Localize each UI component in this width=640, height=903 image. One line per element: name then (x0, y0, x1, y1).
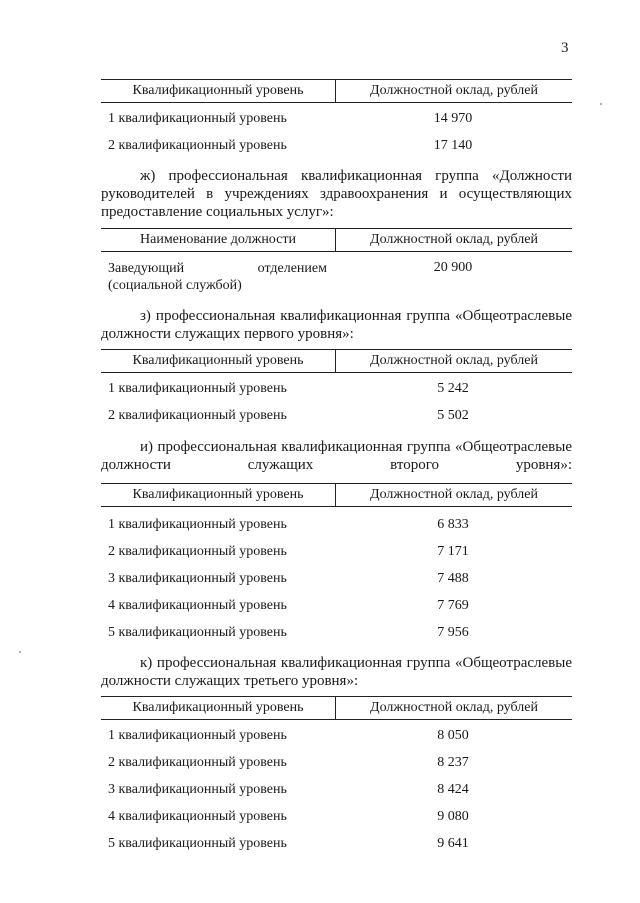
table-header (101, 228, 572, 252)
salary-table-2 (101, 228, 572, 292)
salary-cell: 7 769 (437, 598, 469, 613)
scan-speck (19, 651, 21, 653)
salary-cell: 5 502 (437, 408, 469, 423)
section-paragraph-k: к) профессиональная квалификационная группа «Общеотраслевые должности служащих третьего уровня»: (101, 655, 572, 689)
column-header-salary: Должностной оклад, рублей (370, 700, 538, 715)
position-line-1: Заведующий отделением (108, 261, 327, 276)
table-row (101, 751, 572, 778)
salary-cell: 7 956 (437, 625, 469, 640)
level-cell: 2 квалификационный уровень (108, 544, 287, 559)
salary-cell: 7 488 (437, 571, 469, 586)
table-row (101, 724, 572, 751)
column-header-level: Квалификационный уровень (132, 353, 304, 368)
salary-table-1 (101, 79, 572, 161)
section-paragraph-z: з) профессиональная квалификационная группа «Общеотраслевые должности служащих первого уровня»: (101, 308, 572, 342)
table-header (101, 349, 572, 373)
salary-cell: 9 641 (437, 836, 469, 851)
table-row (101, 594, 572, 621)
salary-cell: 17 140 (433, 138, 473, 153)
column-header-salary: Должностной оклад, рублей (370, 83, 538, 98)
level-cell: 1 квалификационный уровень (108, 111, 287, 126)
column-header-level: Квалификационный уровень (132, 700, 304, 715)
table-header (101, 696, 572, 720)
salary-table-5 (101, 696, 572, 859)
level-cell: 4 квалификационный уровень (108, 598, 287, 613)
table-row (101, 377, 572, 404)
level-cell: 2 квалификационный уровень (108, 138, 287, 153)
salary-cell: 8 050 (437, 728, 469, 743)
position-line-2: (социальной службой) (108, 278, 242, 293)
table-row (101, 540, 572, 567)
table-header (101, 483, 572, 507)
section-paragraph-zh: ж) профессиональная квалификационная группа «Должности руководителей в учреждениях здравоохранения и осуществляющих предоставление социальных услуг»: (101, 168, 572, 220)
table-row (101, 404, 572, 431)
level-cell: 4 квалификационный уровень (108, 809, 287, 824)
salary-cell: 9 080 (437, 809, 469, 824)
salary-cell: 7 171 (437, 544, 469, 559)
level-cell: 1 квалификационный уровень (108, 381, 287, 396)
level-cell: 5 квалификационный уровень (108, 836, 287, 851)
column-header-level: Квалификационный уровень (132, 83, 304, 98)
column-header-salary: Должностной оклад, рублей (370, 353, 538, 368)
table-row (101, 778, 572, 805)
table-row (101, 252, 572, 292)
level-cell: 3 квалификационный уровень (108, 782, 287, 797)
salary-cell: 20 900 (433, 260, 473, 275)
salary-cell: 8 424 (437, 782, 469, 797)
salary-cell: 5 242 (437, 381, 469, 396)
table-row (101, 832, 572, 859)
page-number: 3 (561, 40, 569, 56)
level-cell: 2 квалификационный уровень (108, 408, 287, 423)
column-header-level: Квалификационный уровень (132, 487, 304, 502)
table-row (101, 134, 572, 161)
salary-cell: 6 833 (437, 517, 469, 532)
table-header (101, 79, 572, 103)
level-cell: 1 квалификационный уровень (108, 728, 287, 743)
salary-table-4 (101, 483, 572, 648)
level-cell: 5 квалификационный уровень (108, 625, 287, 640)
column-header-position: Наименование должности (140, 232, 296, 247)
salary-cell: 14 970 (433, 111, 473, 126)
level-cell: 1 квалификационный уровень (108, 517, 287, 532)
section-paragraph-i: и) профессиональная квалификационная группа «Общеотраслевые должности служащих второго уровня»: (101, 439, 572, 473)
level-cell: 2 квалификационный уровень (108, 755, 287, 770)
level-cell: 3 квалификационный уровень (108, 571, 287, 586)
table-row (101, 805, 572, 832)
position-cell (108, 260, 327, 294)
table-row (101, 621, 572, 648)
salary-cell: 8 237 (437, 755, 469, 770)
column-header-salary: Должностной оклад, рублей (370, 487, 538, 502)
table-row (101, 107, 572, 134)
table-row (101, 567, 572, 594)
salary-table-3 (101, 349, 572, 431)
table-row (101, 513, 572, 540)
scan-speck (600, 103, 602, 105)
column-header-salary: Должностной оклад, рублей (370, 232, 538, 247)
